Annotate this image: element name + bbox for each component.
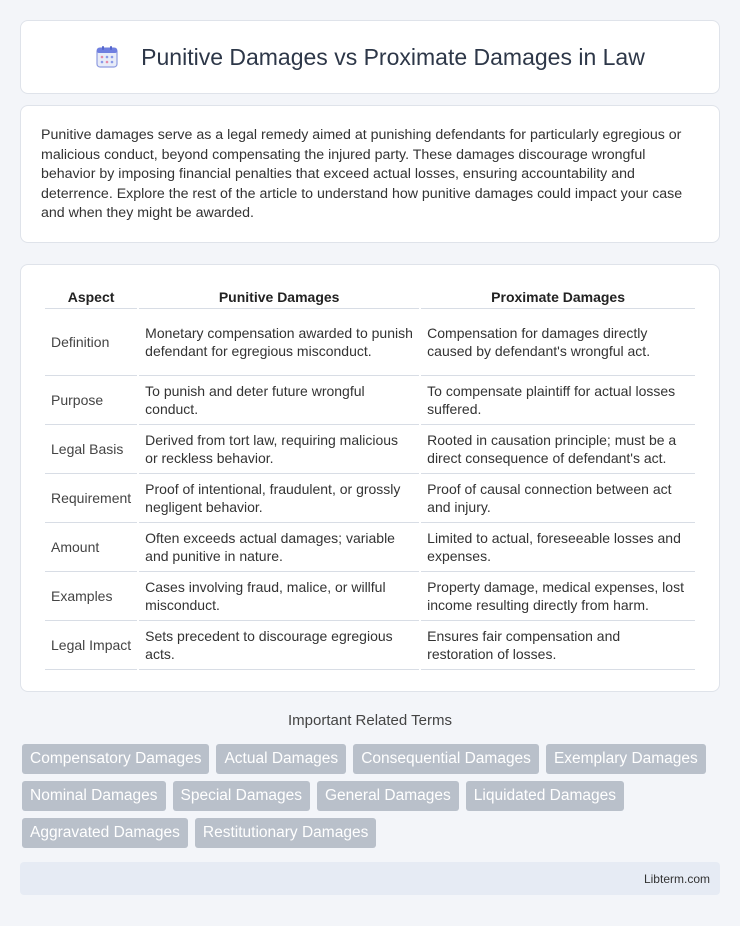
row-aspect: Legal Basis [45,425,137,474]
table-row [45,621,695,670]
related-term-tag[interactable]: General Damages [317,781,459,811]
row-proximate: Rooted in causation principle; must be a direct consequence of defendant's act. [421,425,695,474]
related-term-tag[interactable]: Nominal Damages [22,781,166,811]
comparison-table [43,285,697,670]
row-proximate: Property damage, medical expenses, lost income resulting directly from harm. [421,572,695,621]
row-proximate: Compensation for damages directly caused by defendant's wrongful act. [421,309,695,376]
footer-site-link[interactable]: Libterm.com [643,872,710,886]
row-proximate: Proof of causal connection between act and injury. [421,474,695,523]
table-row [45,474,695,523]
row-aspect: Amount [45,523,137,572]
related-term-tag[interactable]: Consequential Damages [353,744,539,774]
row-proximate: Limited to actual, foreseeable losses and expenses. [421,523,695,572]
table-row [45,376,695,425]
table-row [45,425,695,474]
row-aspect: Examples [45,572,137,621]
related-term-tag[interactable]: Restitutionary Damages [195,818,376,848]
row-punitive: Often exceeds actual damages; variable and punitive in nature. [139,523,419,572]
related-terms-heading: Important Related Terms [288,712,452,729]
related-term-tag[interactable]: Aggravated Damages [22,818,188,848]
table-row [45,309,695,376]
row-punitive: Sets precedent to discourage egregious acts. [139,621,419,670]
row-punitive: Cases involving fraud, malice, or willful misconduct. [139,572,419,621]
table-row [45,572,695,621]
footer [20,862,720,895]
intro-card [20,105,720,243]
row-punitive: To punish and deter future wrongful conduct. [139,376,419,425]
comparison-table-card [20,264,720,692]
table-header-row [45,285,695,309]
related-term-tag[interactable]: Exemplary Damages [546,744,706,774]
related-terms-list [22,744,722,848]
related-term-tag[interactable]: Actual Damages [216,744,346,774]
row-punitive: Derived from tort law, requiring malicious or reckless behavior. [139,425,419,474]
calendar-grid-icon [95,45,119,69]
row-aspect: Requirement [45,474,137,523]
row-aspect: Legal Impact [45,621,137,670]
row-proximate: Ensures fair compensation and restoration of losses. [421,621,695,670]
header-aspect: Aspect [45,285,137,309]
related-term-tag[interactable]: Special Damages [173,781,310,811]
table-row [45,523,695,572]
intro-paragraph: Punitive damages serve as a legal remedy aimed at punishing defendants for particularly egregious or malicious conduct, beyond compensating the injured party. These damages discourage wrongful behavior by imposing financial penalties that exceed actual losses, ensuring accountability and deterrence. Explore the rest of the article to understand how punitive damages could impact your case and when they might be awarded. [41,127,683,221]
row-aspect: Purpose [45,376,137,425]
row-punitive: Proof of intentional, fraudulent, or grossly negligent behavior. [139,474,419,523]
row-aspect: Definition [45,309,137,376]
related-term-tag[interactable]: Compensatory Damages [22,744,209,774]
row-punitive: Monetary compensation awarded to punish defendant for egregious misconduct. [139,309,419,376]
row-proximate: To compensate plaintiff for actual losses suffered. [421,376,695,425]
title-card [20,20,720,94]
related-term-tag[interactable]: Liquidated Damages [466,781,624,811]
header-proximate: Proximate Damages [421,285,695,309]
page-title: Punitive Damages vs Proximate Damages in Law [141,43,645,70]
header-punitive: Punitive Damages [139,285,419,309]
